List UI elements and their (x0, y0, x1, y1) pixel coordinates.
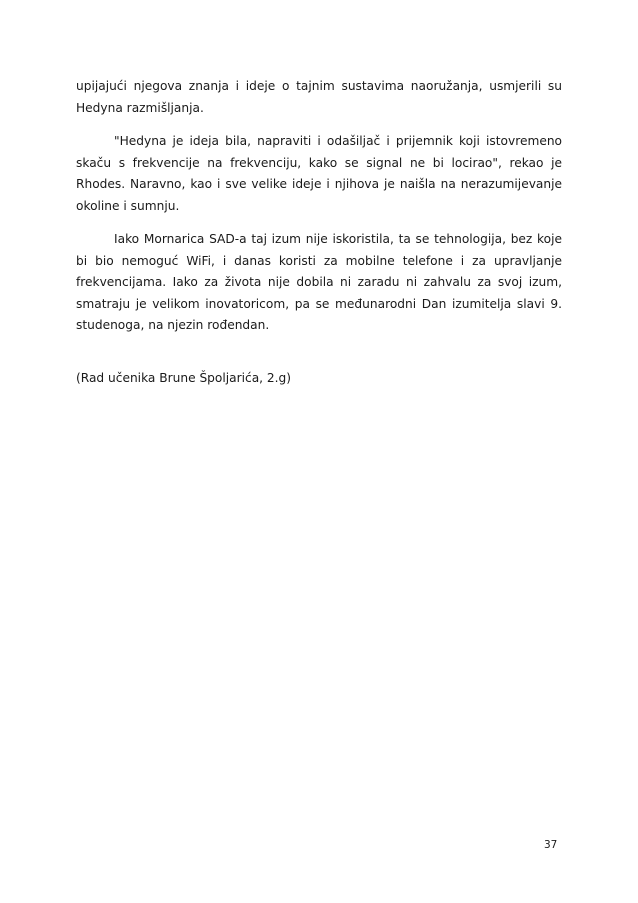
paragraph-3: Iako Mornarica SAD-a taj izum nije iskoristila, ta se tehnologija, bez koje bi bio nemoguć WiFi, i danas koristi za mobilne telefone i za upravljanje frekvencijama. Iako za života nije dobila ni zaradu ni zahvalu za svoj izum, smatraju je velikom inovatoricom, pa se međunarodni Dan izumitelja slavi 9. studenoga, na njezin rođendan. (76, 232, 562, 332)
body-text (76, 76, 562, 337)
paragraph-1: upijajući njegova znanja i ideje o tajnim sustavima naoružanja, usmjerili su Hedyna razmišljanja. (76, 79, 562, 115)
author-credit: (Rad učenika Brune Špoljarića, 2.g) (76, 371, 292, 385)
paragraph-2-quote: "Hedyna je ideja bila, napraviti i odašiljač i prijemnik koji istovremeno skaču s frekvencije na frekvenciju, kako se signal ne bi locirao", rekao je Rhodes. Naravno, kao i sve velike ideje i njihova je naišla na nerazumijevanje okoline i sumnju. (76, 134, 562, 213)
page-number: 37 (544, 839, 558, 851)
